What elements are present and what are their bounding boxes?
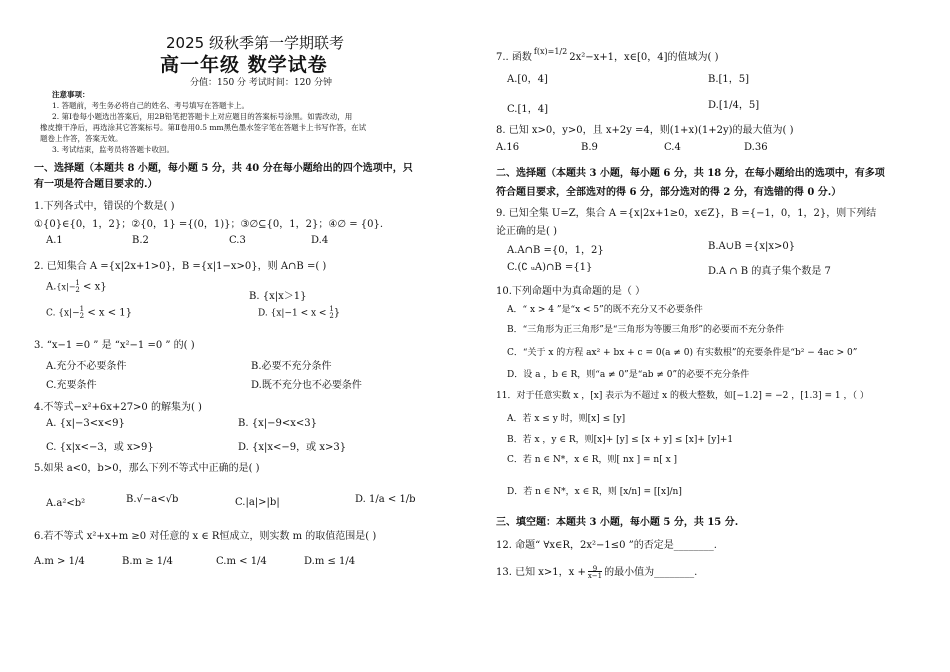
question-6-stem: 6.若不等式 x²+x+m ≥0 对任意的 x ∈ R恒成立，则实数 m 的取值范围是( ) <box>34 531 377 542</box>
question-6-option-a: A.m > 1/4 <box>34 556 85 567</box>
note-line: 题卷上作答，答案无效。 <box>40 134 123 143</box>
question-6-option-c: C.m < 1/4 <box>216 556 267 567</box>
question-7-option-b: B.[1，5] <box>708 74 750 85</box>
question-6-option-b: B.m ≥ 1/4 <box>122 556 173 567</box>
question-4-option-c: C. {x|x<−3，或 x>9} <box>46 442 154 453</box>
question-7-stem: 7.. 函数$^{f(x)=1/2}$2x²−x+1，x∈[0，4]的值域为( ) <box>496 47 719 63</box>
question-1-option-c: C.3 <box>229 235 246 246</box>
question-4-option-d: D. {x|x<−9，或 x>3} <box>238 442 347 453</box>
question-3-option-d: D.既不充分也不必要条件 <box>251 380 362 391</box>
note-line: 2. 第Ⅰ卷每小题选出答案后，用2B铅笔把答题卡上对应题目的答案标号涂黑。如需改动，用 <box>52 112 353 121</box>
question-9-option-b: B.A∪B ={x|x>0} <box>708 241 796 252</box>
question-11-option-b: B．若 x ，y ∈ R，则[x]+ [y] ≤ [x + y] ≤ [x]+ [y]+1 <box>507 435 734 445</box>
question-12-stem: 12. 命题“ ∀x∈R，2x²−1≤0 ”的否定是________. <box>496 540 717 551</box>
question-6-option-d: D.m ≤ 1/4 <box>304 556 356 567</box>
question-1-option-b: B.2 <box>132 235 149 246</box>
question-5-option-d: D. 1/a < 1/b <box>355 494 416 505</box>
set-text: {x|− <box>56 282 76 292</box>
exam-title: 2025 级秋季第一学期联考 <box>166 34 344 52</box>
question-1-stem: 1.下列各式中，错误的个数是( ) <box>34 201 175 212</box>
question-11-option-d: D．若 n ∈ N*，x ∈ R，则 [x/n] = [[x]/n] <box>507 487 682 497</box>
question-11-option-a: A．若 x ≤ y 时，则[x] ≤ [y] <box>507 414 626 424</box>
question-8-stem: 8. 已知 x>0，y>0，且 x+2y =4，则(1+x)(1+2y)的最大值为( ) <box>496 125 794 136</box>
notes-title: 注意事项： <box>52 90 90 99</box>
question-10-stem: 10.下列命题中为真命题的是（ ） <box>496 286 646 297</box>
section1-title: 有一项是符合题目要求的.） <box>34 179 158 190</box>
question-2-option-d: D. {x|−1 < x < 1 2} <box>258 305 341 320</box>
question-5-option-c: C.|a|>|b| <box>235 497 280 508</box>
section3-title: 三、填空题：本题共 3 小题，每小题 5 分，共 15 分. <box>496 517 739 528</box>
question-10-option-a: A．“ x > 4 ”是“x < 5”的既不充分又不必要条件 <box>507 305 703 315</box>
question-9-option-a: A.A∩B ={0，1，2} <box>507 245 604 256</box>
question-3-stem: 3. “x−1 =0 ” 是 “x²−1 =0 ” 的( ) <box>34 340 195 351</box>
question-4-option-b: B. {x|−9<x<3} <box>238 418 317 429</box>
question-11-stem: 11．对于任意实数 x ，[x] 表示为不超过 x 的极大整数，如[−1.2] = −2 ，[1.3] = 1 ，（ ） <box>496 391 869 401</box>
question-8-option-c: C.4 <box>664 142 681 153</box>
question-1-statements: ①{0}∈{0，1，2}；②{0，1} ={(0，1)}；③∅⊆{0，1，2}；④∅ = {0}. <box>34 219 384 230</box>
question-2-option-a <box>46 280 107 294</box>
question-8-option-b: B.9 <box>581 142 598 153</box>
question-9-option-d: D.A ∩ B 的真子集个数是 7 <box>708 266 831 277</box>
note-line: 3. 考试结束，监考员将答题卡收回。 <box>52 145 175 154</box>
question-7-option-d: D.[1/4，5] <box>708 100 760 111</box>
subject-title: 高一年级 数学试卷 <box>160 54 328 76</box>
question-4-stem: 4.不等式−x²+6x+27>0 的解集为( ) <box>34 402 202 413</box>
question-9-stem: 论正确的是( ) <box>496 226 557 237</box>
fraction: 1 2 <box>75 279 80 294</box>
score-time: 分值：150 分 考试时间：120 分钟 <box>190 78 332 88</box>
section2-title: 符合题目要求，全部选对的得 6 分，部分选对的得 2 分，有选错的得 0 分.） <box>496 187 842 198</box>
question-5-option-b: B.√−a<√b <box>126 494 179 505</box>
section1-title: 一、选择题（本题共 8 小题，每小题 5 分，共 40 分在每小题给出的四个选项中，只 <box>34 163 413 174</box>
note-line: 1. 答题前，考生务必将自己的姓名、考号填写在答题卡上。 <box>52 101 250 110</box>
question-1-option-d: D.4 <box>311 235 329 246</box>
set-text: < x} <box>79 281 107 293</box>
option-label: A. <box>46 281 57 293</box>
question-5-stem: 5.如果 a<0，b>0，那么下列不等式中正确的是( ) <box>34 463 260 474</box>
question-7-option-c: C.[1，4] <box>507 104 549 115</box>
question-2-option-b: B. {x|x＞1} <box>249 291 307 302</box>
question-2-stem: 2. 已知集合 A ={x|2x+1>0}，B ={x|1−x>0}，则 A∩B =( ) <box>34 261 327 272</box>
question-9-option-c: C.(∁ ᵤA)∩B ={1} <box>507 262 593 273</box>
question-13-stem: 13. 已知 x>1，$x + \frac{9}{x-1}$ 的最小值为________. <box>496 564 698 580</box>
question-7-option-a: A.[0，4] <box>507 74 548 85</box>
question-3-option-c: C.充要条件 <box>46 380 97 391</box>
section2-title: 二、选择题（本题共 3 小题，每小题 6 分，共 18 分，在每小题给出的选项中，有多项 <box>496 168 885 179</box>
question-9-stem: 9. 已知全集 U=Z，集合 A ={x|2x+1≥0，x∈Z}，B ={−1，0，1，2}，则下列结 <box>496 208 877 219</box>
question-8-option-d: D.36 <box>744 142 768 153</box>
question-8-option-a: A.16 <box>496 142 520 153</box>
question-10-option-b: B．“三角形为正三角形”是“三角形为等腰三角形”的必要而不充分条件 <box>507 325 785 335</box>
question-10-option-c: C．“关于 x 的方程 ax² + bx + c = 0(a ≠ 0) 有实数根”的充要条件是“b² − 4ac > 0” <box>507 348 858 358</box>
question-3-option-a: A.充分不必要条件 <box>46 361 127 372</box>
question-5-option-a: A.a²<b² <box>46 498 86 509</box>
note-line: 橡皮擦干净后，再选涂其它答案标号。第Ⅱ卷用0.5 mm黑色墨水签字笔在答题卡上书写作答，在试 <box>40 123 367 132</box>
question-3-option-b: B.必要不充分条件 <box>251 361 332 372</box>
question-10-option-d: D．设 a ，b ∈ R，则“a ≠ 0”是“ab ≠ 0”的必要不充分条件 <box>507 370 750 380</box>
question-4-option-a: A. {x|−3<x<9} <box>46 418 125 429</box>
question-11-option-c: C．若 n ∈ N*，x ∈ R，则[ nx ] = n[ x ] <box>507 455 678 465</box>
question-2-option-c: C. {x|−1 2 < x < 1} <box>46 305 132 320</box>
question-1-option-a: A.1 <box>46 235 63 246</box>
